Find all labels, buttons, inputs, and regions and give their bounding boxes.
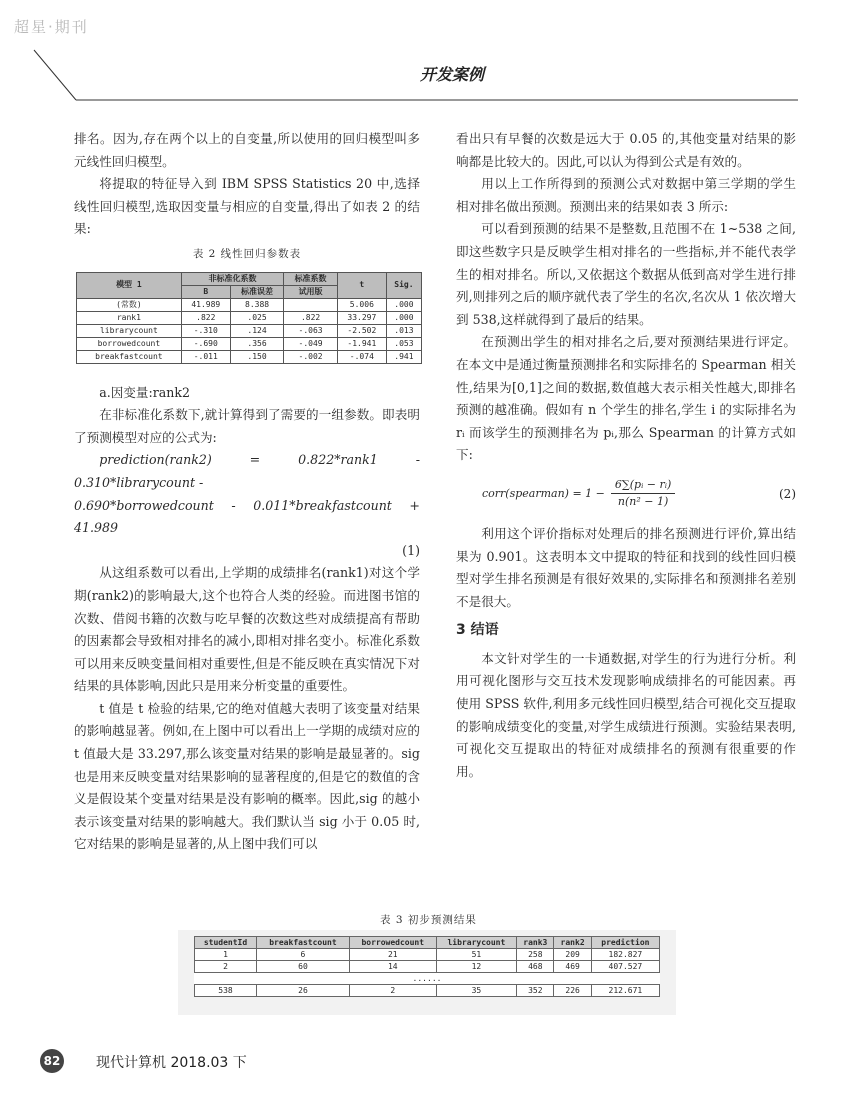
fraction (611, 477, 675, 510)
cell: 51 (436, 949, 517, 961)
ellipsis: ...... (195, 973, 660, 985)
cell: .356 (230, 337, 284, 350)
col-header: Sig. (386, 272, 421, 298)
cell: 60 (257, 961, 350, 973)
paragraph: 在非标准化系数下,就计算得到了需要的一组参数。即表明了预测模型对应的公式为: (74, 407, 420, 445)
cell: 12 (436, 961, 517, 973)
cell: 21 (349, 949, 436, 961)
prediction-table (194, 936, 660, 997)
cell: 6 (257, 949, 350, 961)
col-header: breakfastcount (257, 937, 350, 949)
table-row (195, 985, 660, 997)
cell: .000 (386, 311, 421, 324)
col-header: studentId (195, 937, 257, 949)
col-header: borrowedcount (349, 937, 436, 949)
paragraph: 在预测出学生的相对排名之后,要对预测结果进行评定。在本文中是通过衡量预测排名和实际排名的 Spearman 相关性,结果为[0,1]之间的数据,数值越大表示相关性越大,即排名预测的越准确。假如有 n 个学生的排名,学生 i 的实际排名为 rᵢ 而该学生的预测排名为 pᵢ,那么 Spearman 的计算方式如下: (456, 334, 796, 463)
table-header-row (195, 937, 660, 949)
col-header: rank3 (517, 937, 554, 949)
paragraph: 利用这个评价指标对处理后的排名预测进行评价,算出结果为 0.901。这表明本文中提取的特征和找到的线性回归模型对学生排名预测是有很好效果的,实际排名和预测排名差别不是很大。 (456, 525, 796, 609)
cell: 2 (349, 985, 436, 997)
cell: -.074 (337, 350, 386, 363)
cell: 5.006 (337, 298, 386, 311)
cell: -.011 (181, 350, 230, 363)
fraction-denominator: n(n² − 1) (617, 495, 669, 509)
table-row (77, 298, 422, 311)
regression-table (76, 272, 422, 364)
cell: .013 (386, 324, 421, 337)
cell: 35 (436, 985, 517, 997)
col-header: rank2 (554, 937, 591, 949)
cell: 209 (554, 949, 591, 961)
cell: 8.388 (230, 298, 284, 311)
cell: 1 (195, 949, 257, 961)
paragraph: 可以看到预测的结果不是整数,且范围不在 1~538 之间,即这些数字只是反映学生相对排名的一些指标,并不能代表学生的相对排名。所以,又依据这个数据从低到高对学生进行排列,则排列之后的顺序就代表了学生的名次,名次从 1 依次增大到 538,这样就得到了最后的结果。 (456, 221, 796, 327)
cell: .000 (386, 298, 421, 311)
journal-footer: 现代计算机 2018.03 下 (96, 1055, 247, 1071)
paragraph: 从这组系数可以看出,上学期的成绩排名(rank1)对这个学期(rank2)的影响最大,这个也符合人类的经验。而进图书馆的次数、借阅书籍的次数与吃早餐的次数这些对成绩提高有帮助的因素都会导致相对排名的减小,即相对排名变小。标准化系数可以用来反映变量间相对重要性,但是不能反映在真实情况下对结果的具体影响,因此只是用来分析变量的重要性。 (74, 565, 420, 694)
cell: 352 (517, 985, 554, 997)
cell: 26 (257, 985, 350, 997)
cell: .822 (284, 311, 338, 324)
cell: 468 (517, 961, 554, 973)
table-row (195, 949, 660, 961)
table-row (77, 324, 422, 337)
right-column (456, 128, 796, 783)
cell: -2.502 (337, 324, 386, 337)
header-rule (0, 0, 868, 110)
cell: breakfastcount (77, 350, 182, 363)
col-header: 标准误差 (230, 285, 284, 298)
cell: borrowedcount (77, 337, 182, 350)
table-row (77, 337, 422, 350)
equation-number: (2) (779, 486, 796, 501)
equation-number: (1) (402, 542, 420, 558)
paragraph: 将提取的特征导入到 IBM SPSS Statistics 20 中,选择线性回归模型,选取因变量与相应的自变量,得出了如表 2 的结果: (74, 176, 420, 237)
cell: rank1 (77, 311, 182, 324)
col-header: 非标准化系数 (181, 272, 284, 285)
formula-lhs: corr(spearman) = 1 − (482, 486, 605, 500)
section-heading: 3 结语 (456, 622, 499, 639)
table-note: a.因变量:rank2 (99, 384, 191, 400)
cell: -1.941 (337, 337, 386, 350)
cell: .941 (386, 350, 421, 363)
cell: 41.989 (181, 298, 230, 311)
cell: -.063 (284, 324, 338, 337)
cell: .822 (181, 311, 230, 324)
table-row (195, 961, 660, 973)
col-header: B (181, 285, 230, 298)
cell: -.690 (181, 337, 230, 350)
cell: 258 (517, 949, 554, 961)
page-number-badge: 82 (40, 1049, 64, 1073)
col-header: librarycount (436, 937, 517, 949)
fraction-numerator: 6∑(pᵢ − rᵢ) (611, 477, 675, 494)
paragraph: 用以上工作所得到的预测公式对数据中第三学期的学生相对排名做出预测。预测出来的结果如表 3 所示: (456, 176, 796, 214)
col-header: prediction (591, 937, 659, 949)
formula-line: prediction(rank2) = 0.822*rank1 - 0.310*librarycount - (74, 452, 420, 490)
left-column (74, 128, 420, 856)
cell: 407.527 (591, 961, 659, 973)
cell (284, 298, 338, 311)
table3-caption: 表 3 初步预测结果 (380, 914, 477, 926)
cell: librarycount (77, 324, 182, 337)
col-header: 标准系数 (284, 272, 338, 285)
cell: 226 (554, 985, 591, 997)
cell: -.002 (284, 350, 338, 363)
cell: .025 (230, 311, 284, 324)
table-row-ellipsis (195, 973, 660, 985)
cell: (常数) (77, 298, 182, 311)
paragraph: 排名。因为,存在两个以上的自变量,所以使用的回归模型叫多元线性回归模型。 (74, 131, 420, 169)
cell: 212.671 (591, 985, 659, 997)
cell: -.310 (181, 324, 230, 337)
formula-line: 0.690*borrowedcount - 0.011*breakfastcount + 41.989 (74, 497, 420, 536)
cell: -.049 (284, 337, 338, 350)
paragraph: 看出只有早餐的次数是远大于 0.05 的,其他变量对结果的影响都是比较大的。因此,可以认为得到公式是有效的。 (456, 131, 796, 169)
col-header: 模型 1 (77, 272, 182, 298)
cell: 14 (349, 961, 436, 973)
prediction-table-panel (178, 930, 676, 1015)
table2-caption: 表 2 线性回归参数表 (192, 247, 302, 260)
cell: .053 (386, 337, 421, 350)
spearman-formula (482, 471, 796, 517)
cell: 33.297 (337, 311, 386, 324)
section-title: 开发案例 (420, 65, 485, 84)
paragraph: t 值是 t 检验的结果,它的绝对值越大表明了该变量对结果的影响越显著。例如,在上图中可以看出上一学期的成绩对应的 t 值最大是 33.297,那么该变量对结果的影响是最显著的。sig 也是用来反映变量对结果影响的显著程度的,但是它的数值的含义是假设某个变量对结果是没有影响的概率。因此,sig 的越小表示该变量对结果的影响越大。我们默认当 sig 小于 0.05 时,它对结果的影响是显著的,从上图中我们可以 (74, 700, 420, 852)
watermark: 超星·期刊 (14, 18, 89, 36)
table-row (77, 350, 422, 363)
cell: 182.827 (591, 949, 659, 961)
paragraph: 本文针对学生的一卡通数据,对学生的行为进行分析。利用可视化图形与交互技术发现影响成绩排名的可能因素。再使用 SPSS 软件,利用多元线性回归模型,结合可视化交互提取的影响成绩变化的变量,对学生成绩进行预测。实验结果表明,可视化交互提取出的特征对成绩排名的预测有很重要的作用。 (456, 650, 796, 779)
cell: 538 (195, 985, 257, 997)
col-header: t (337, 272, 386, 298)
col-header: 试用版 (284, 285, 338, 298)
cell: 469 (554, 961, 591, 973)
cell: 2 (195, 961, 257, 973)
table-row (77, 311, 422, 324)
cell: .150 (230, 350, 284, 363)
cell: .124 (230, 324, 284, 337)
